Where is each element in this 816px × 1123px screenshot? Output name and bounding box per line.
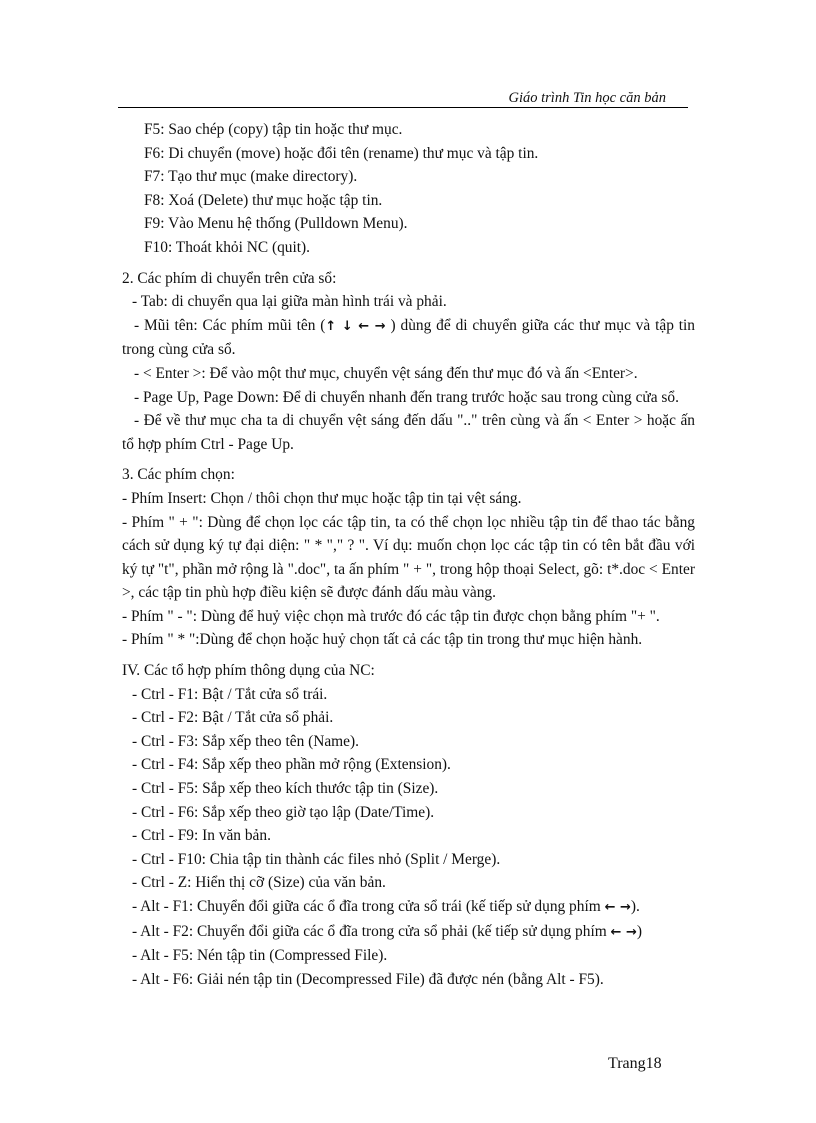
section-4-heading: IV. Các tổ hợp phím thông dụng của NC: [122,662,375,680]
combo-ctrl-f9: - Ctrl - F9: In văn bản. [132,827,271,845]
nav-arrows-lead: - Mũi tên: Các phím mũi tên ( [134,316,326,334]
arrow-keys-icon: ↑ ↓ ← → [325,318,386,334]
fkey-f5: F5: Sao chép (copy) tập tin hoặc thư mục. [144,121,403,138]
fkey-f10: F10: Thoát khỏi NC (quit). [144,238,311,256]
nav-parent: - Để về thư mục cha ta di chuyển vệt sáng đến dấu ".." trên cùng và ấn < Enter > hoặc ấn tổ hợp phím Ctrl - Page Up. [122,412,695,453]
combo-alt-f2-tail: ) [636,922,642,940]
combo-ctrl-f10: - Ctrl - F10: Chia tập tin thành các files nhỏ (Split / Merge). [132,850,501,868]
combo-ctrl-f5: - Ctrl - F5: Sắp xếp theo kích thước tập tin (Size). [132,780,439,798]
combo-alt-f2-text: - Alt - F2: Chuyển đổi giữa các ổ đĩa trong cửa sổ phải (kế tiếp sử dụng phím [132,922,611,940]
fkey-f6: F6: Di chuyển (move) hoặc đổi tên (rename) thư mục và tập tin. [144,144,539,162]
section-2-heading: 2. Các phím di chuyển trên cửa sổ: [122,269,337,287]
combo-alt-f6: - Alt - F6: Giải nén tập tin (Decompressed File) đã được nén (bằng Alt - F5). [132,970,604,988]
fkey-f7: F7: Tạo thư mục (make directory). [144,168,358,186]
combo-ctrl-f3: - Ctrl - F3: Sắp xếp theo tên (Name). [132,732,359,750]
combo-ctrl-f6: - Ctrl - F6: Sắp xếp theo giờ tạo lập (Date/Time). [132,803,435,821]
running-header: Giáo trình Tin học căn bản [508,90,666,106]
combo-alt-f1 [122,895,695,920]
nav-arrows-tail: ) dùng để di chuyển giữa các thư mục và tập tin trong cùng cửa sổ. [122,316,696,359]
combo-alt-f5: - Alt - F5: Nén tập tin (Compressed File). [132,947,388,965]
left-right-arrow-icon: ← → [604,900,631,915]
combo-ctrl-f4: - Ctrl - F4: Sắp xếp theo phần mở rộng (Extension). [132,756,451,774]
select-plus: - Phím " + ": Dùng để chọn lọc các tập tin, ta có thể chọn lọc nhiều tập tin để thao tác bằng cách sử dụng ký tự đại diện: " * "," ? ". Ví dụ: muốn chọn lọc các tập tin có tên bắt đầu với ký tự "t", phần mở rộng là ".doc", ta ấn phím " + ", trong hộp thoại Select, gõ: t*.doc < Enter >, các tập tin phù hợp điều kiện sẽ được đánh dấu màu vàng. [122,513,695,602]
fkey-f8: F8: Xoá (Delete) thư mục hoặc tập tin. [144,191,383,209]
combo-alt-f2 [122,920,695,945]
nav-enter: - < Enter >: Để vào một thư mục, chuyển vệt sáng đến thư mục đó và ấn <Enter>. [134,364,638,382]
combo-alt-f1-text: - Alt - F1: Chuyển đổi giữa các ổ đĩa trong cửa sổ trái (kế tiếp sử dụng phím [132,898,605,915]
page-body [122,118,695,991]
nav-page: - Page Up, Page Down: Để di chuyển nhanh đến trang trước hoặc sau trong cùng cửa sổ. [134,388,679,406]
header-rule [118,107,688,108]
combo-ctrl-f2: - Ctrl - F2: Bật / Tắt cửa sổ phải. [132,709,334,727]
select-insert: - Phím Insert: Chọn / thôi chọn thư mục hoặc tập tin tại vệt sáng. [122,489,522,507]
left-right-arrow-icon: ← → [610,924,637,940]
combo-ctrl-z: - Ctrl - Z: Hiển thị cỡ (Size) của văn bản. [132,874,386,892]
fkey-f9: F9: Vào Menu hệ thống (Pulldown Menu). [144,215,408,233]
select-minus: - Phím " - ": Dùng để huỷ việc chọn mà trước đó các tập tin được chọn bằng phím "+ ". [122,607,660,625]
page-number: Trang18 [608,1055,662,1072]
select-star: - Phím " * ":Dùng để chọn hoặc huỷ chọn tất cả các tập tin trong thư mục hiện hành. [122,631,643,649]
nav-arrows [122,314,695,362]
section-3-heading: 3. Các phím chọn: [122,466,235,484]
nav-tab: - Tab: di chuyển qua lại giữa màn hình trái và phải. [132,293,447,311]
combo-alt-f1-tail: ). [630,898,640,915]
combo-ctrl-f1: - Ctrl - F1: Bật / Tắt cửa sổ trái. [132,685,328,703]
